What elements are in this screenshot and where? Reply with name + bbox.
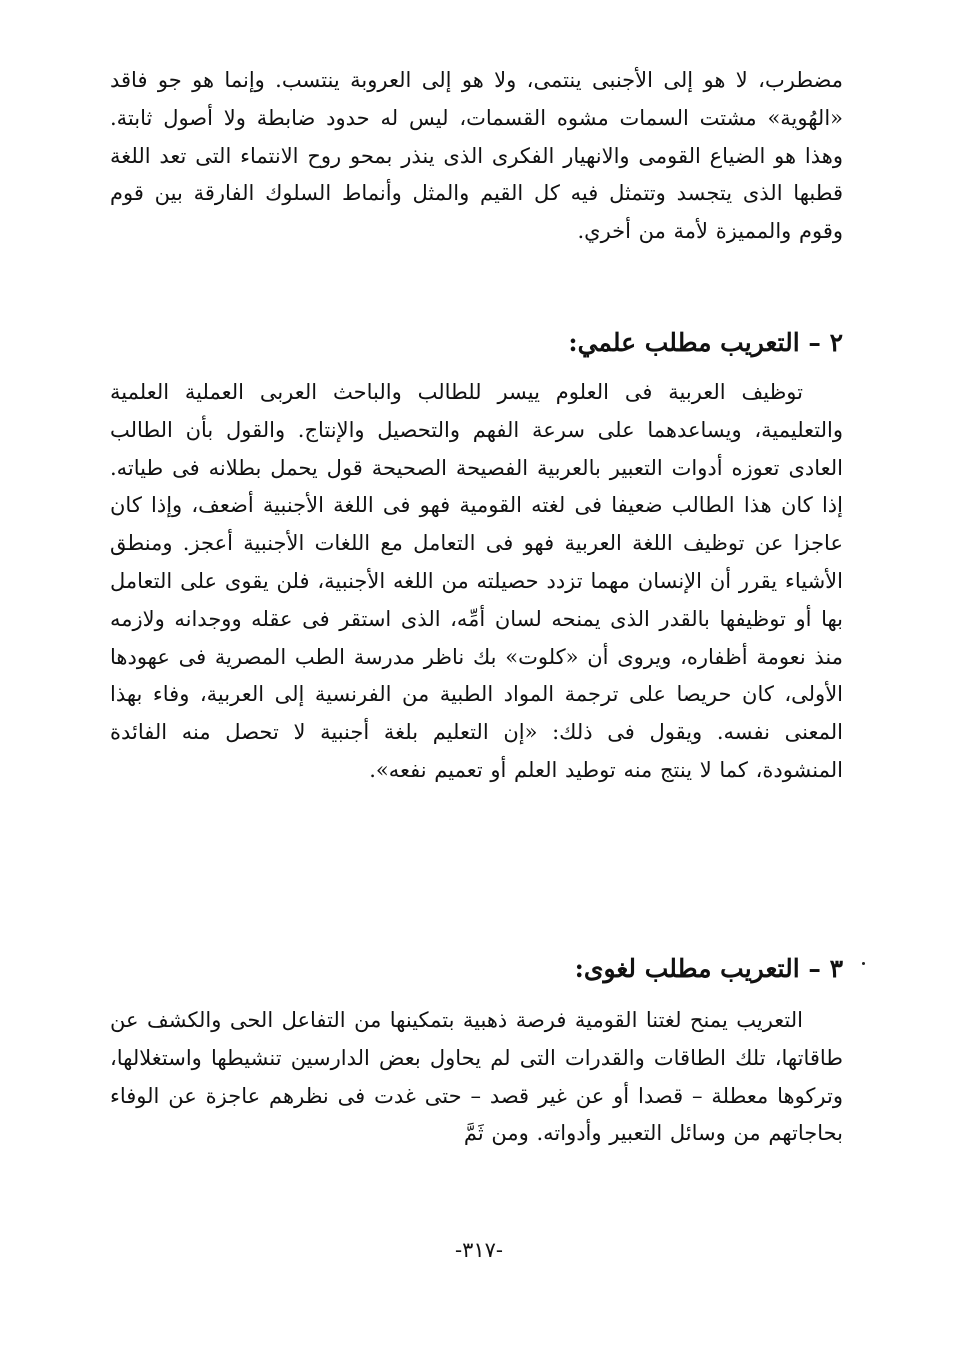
paragraph-text: توظيف العربية فى العلوم ييسر للطالب والباحث العربى العملية العلمية والتعليمية، ويساعدهما على سرعة الفهم والتحصيل والإنتاج. والقول بأن الطالب العادى تعوزه أدوات التعبير بالعربية الفصيحة الصحيحة قول يحمل بطلانه فى طياته. إذا كان هذا الطالب ضعيفا فى لغته القومية فهو فى اللغة الأجنبية أضعف، وإذا كان عاجزا عن توظيف اللغة العربية فهو فى التعامل مع اللغات الأجنبية أعجز. ومنطق الأشياء يقرر أن الإنسان مهما تزدد حصيلته من اللغه الأجنبية، فلن يقوى على التعامل بها أو توظيفها بالقدر الذى يمنحه لسان أمِّه، الذى استقر فى عقله ووجدانه ولازمه منذ نعومة أظفاره، ويروى أن «كلوت» بك ناظر مدرسة الطب المصرية فى عهودها الأولى، كان حريصا على ترجمة المواد الطبية من الفرنسية إلى العربية، وفاء بهذا المعنى نفسه. ويقول فى ذلك: «إن التعليم بلغة أجنبية لا تحصل منه الفائدة المنشودة، كما لا ينتج منه توطيد العلم أو تعميم نفعه». [110, 380, 843, 782]
section-heading-text: ٣ – التعريب مطلب لغوى: [574, 954, 843, 983]
paragraph-text: مضطرب، لا هو إلى الأجنبى ينتمى، ولا هو إلى العروبة ينتسب. وإنما هو جو فاقد «الهُوية» مشتت السمات مشوه القسمات، ليس له حدود ضابطة ولا أصول ثابتة. وهذا هو الضياع القومى والانهيار الفكرى الذى ينذر بمحو روح الانتماء التى تعد اللغة قطبها الذى يتجسد وتتمثل فيه كل القيم والمثل وأنماط السلوك الفارقة بين قوم وقوم والمميزة لأمة من أخري. [110, 68, 843, 244]
section-heading-text: ٢ – التعريب مطلب علمي: [568, 328, 843, 357]
section-heading-linguistic [110, 951, 843, 986]
paragraph-scientific [110, 374, 843, 790]
page-number: -٣١٧- [454, 1238, 504, 1262]
section-heading-scientific [110, 325, 843, 360]
paragraph-text: التعريب يمنح لغتنا القومية فرصة ذهبية بتمكينها من التفاعل الحى والكشف عن طاقاتها، تلك الطاقات والقدرات التى لم يحاول بعض الدارسين تنشيطها واستغلالها، وتركوها معطلة – قصدا أو عن غير قصد – حتى غدت فى نظرهم عاجزة عن الوفاء بحاجاتهم من وسائل التعبير وأدواته. ومن ثَمَّ [110, 1008, 843, 1146]
scan-speck [862, 962, 865, 965]
paragraph-continued [110, 62, 843, 251]
paragraph-linguistic [110, 1002, 843, 1153]
